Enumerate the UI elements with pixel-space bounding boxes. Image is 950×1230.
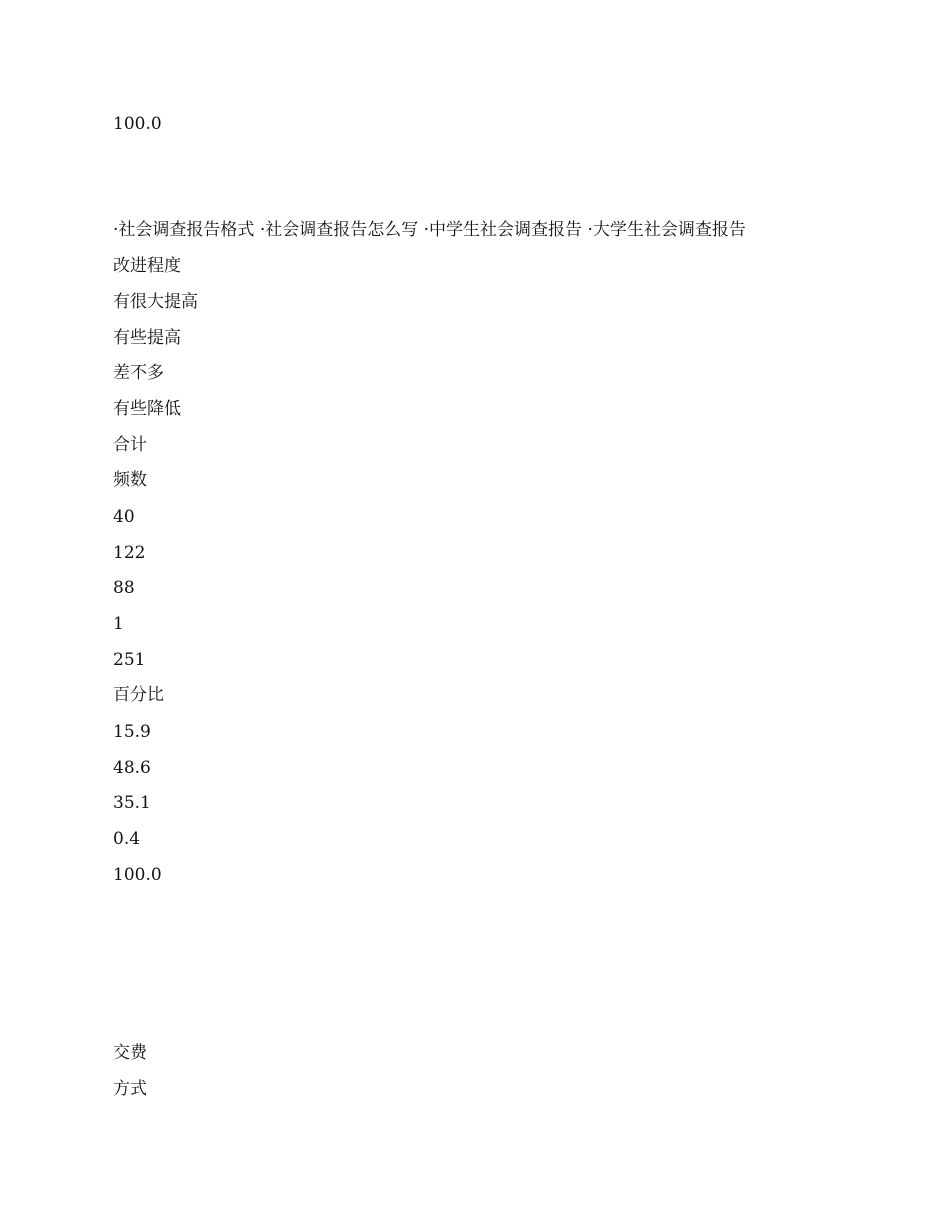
top-percent-value: 100.0 xyxy=(113,114,162,134)
percent-value: 35.1 xyxy=(113,793,151,813)
category-total: 合计 xyxy=(113,435,147,455)
link-middle-school-survey-report[interactable]: ·中学生社会调查报告 xyxy=(423,220,583,240)
category-somewhat-decreased: 有些降低 xyxy=(113,399,181,419)
link-survey-report-format[interactable]: ·社会调查报告格式 xyxy=(113,220,255,240)
link-how-to-write-survey-report[interactable]: ·社会调查报告怎么写 xyxy=(259,220,419,240)
section-heading-line-1: 交费 xyxy=(113,1043,147,1063)
frequency-value: 40 xyxy=(113,507,135,527)
percent-value: 0.4 xyxy=(113,829,141,849)
frequency-label: 频数 xyxy=(113,470,147,490)
percent-label: 百分比 xyxy=(113,685,164,705)
frequency-value: 122 xyxy=(113,543,146,563)
category-about-same: 差不多 xyxy=(113,363,164,383)
section-heading-line-2: 方式 xyxy=(113,1079,147,1099)
percent-value: 48.6 xyxy=(113,758,151,778)
related-links xyxy=(113,220,746,240)
frequency-value: 1 xyxy=(113,614,124,634)
percent-value: 15.9 xyxy=(113,722,151,742)
percent-value: 100.0 xyxy=(113,865,162,885)
category-greatly-improved: 有很大提高 xyxy=(113,292,198,312)
frequency-value: 88 xyxy=(113,578,135,598)
table-header-improvement-level: 改进程度 xyxy=(113,256,181,276)
frequency-value: 251 xyxy=(113,650,146,670)
category-somewhat-improved: 有些提高 xyxy=(113,328,181,348)
link-college-survey-report[interactable]: ·大学生社会调查报告 xyxy=(587,220,746,240)
